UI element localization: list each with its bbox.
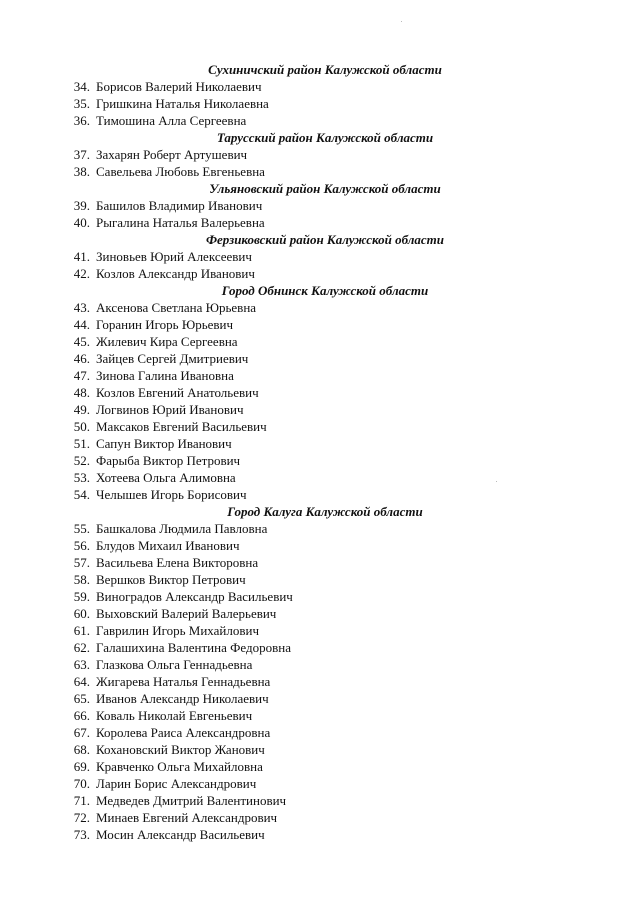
item-number: 67.	[73, 725, 90, 740]
item-number: 69.	[73, 759, 90, 774]
list-item	[66, 299, 566, 316]
list-item	[66, 112, 566, 129]
list-item	[66, 95, 566, 112]
person-name: Башкалова Людмила Павловна	[96, 521, 268, 536]
person-name: Жилевич Кира Сергеевна	[96, 334, 238, 349]
item-number: 50.	[73, 419, 90, 434]
person-name: Медведев Дмитрий Валентинович	[96, 793, 287, 808]
section-heading: Ферзиковский район Калужской области	[205, 232, 445, 247]
list-item	[66, 452, 566, 469]
list-item	[66, 809, 566, 826]
scan-speck	[401, 21, 402, 22]
item-number: 65.	[73, 691, 90, 706]
list-item	[66, 826, 566, 843]
person-name: Минаев Евгений Александрович	[96, 810, 278, 825]
list-item	[66, 265, 566, 282]
person-name: Рыгалина Наталья Валерьевна	[96, 215, 265, 230]
item-number: 58.	[73, 572, 90, 587]
item-number: 45.	[73, 334, 90, 349]
list-item	[66, 673, 566, 690]
item-number: 59.	[73, 589, 90, 604]
item-number: 34.	[73, 79, 90, 94]
person-name: Гаврилин Игорь Михайлович	[96, 623, 259, 638]
section-heading: Ульяновский район Калужской области	[209, 181, 441, 196]
item-number: 46.	[73, 351, 90, 366]
list-item	[66, 316, 566, 333]
item-number: 55.	[73, 521, 90, 536]
person-name: Кравченко Ольга Михайловна	[96, 759, 263, 774]
list-item	[66, 588, 566, 605]
list-item	[66, 724, 566, 741]
person-name: Виноградов Александр Васильевич	[96, 589, 293, 604]
person-name: Челышев Игорь Борисович	[96, 487, 247, 502]
item-number: 48.	[73, 385, 90, 400]
list-item	[66, 792, 566, 809]
item-number: 57.	[73, 555, 90, 570]
item-number: 66.	[73, 708, 90, 723]
person-name: Мосин Александр Васильевич	[96, 827, 265, 842]
list-item	[66, 554, 566, 571]
list-item	[66, 656, 566, 673]
person-name: Борисов Валерий Николаевич	[96, 79, 262, 94]
item-number: 42.	[73, 266, 90, 281]
item-number: 56.	[73, 538, 90, 553]
item-number: 72.	[73, 810, 90, 825]
person-name: Тимошина Алла Сергеевна	[96, 113, 247, 128]
list-item	[66, 401, 566, 418]
list-item	[66, 367, 566, 384]
person-name: Глазкова Ольга Геннадьевна	[96, 657, 253, 672]
item-number: 63.	[73, 657, 90, 672]
list-item	[66, 690, 566, 707]
name-list	[66, 61, 566, 843]
list-item	[66, 520, 566, 537]
list-item	[66, 605, 566, 622]
list-item	[66, 435, 566, 452]
item-number: 68.	[73, 742, 90, 757]
item-number: 35.	[73, 96, 90, 111]
item-number: 64.	[73, 674, 90, 689]
item-number: 43.	[73, 300, 90, 315]
section-heading: Город Калуга Калужской области	[227, 504, 423, 519]
list-item	[66, 197, 566, 214]
item-number: 41.	[73, 249, 90, 264]
person-name: Кохановский Виктор Жанович	[96, 742, 265, 757]
list-item	[66, 384, 566, 401]
list-item	[66, 333, 566, 350]
person-name: Максаков Евгений Васильевич	[96, 419, 267, 434]
item-number: 61.	[73, 623, 90, 638]
list-item	[66, 418, 566, 435]
person-name: Фарыба Виктор Петрович	[96, 453, 241, 468]
list-item	[66, 571, 566, 588]
list-item	[66, 248, 566, 265]
person-name: Вершков Виктор Петрович	[96, 572, 246, 587]
section-heading: Сухиничский район Калужской области	[208, 62, 442, 77]
person-name: Зинова Галина Ивановна	[96, 368, 234, 383]
item-number: 47.	[73, 368, 90, 383]
person-name: Выховский Валерий Валерьевич	[96, 606, 277, 621]
item-number: 37.	[73, 147, 90, 162]
person-name: Горанин Игорь Юрьевич	[96, 317, 234, 332]
item-number: 39.	[73, 198, 90, 213]
item-number: 40.	[73, 215, 90, 230]
list-item	[66, 707, 566, 724]
person-name: Аксенова Светлана Юрьевна	[96, 300, 257, 315]
list-item	[66, 758, 566, 775]
person-name: Захарян Роберт Артушевич	[96, 147, 248, 162]
item-number: 73.	[73, 827, 90, 842]
item-number: 44.	[73, 317, 90, 332]
person-name: Жигарева Наталья Геннадьевна	[96, 674, 271, 689]
list-item	[66, 639, 566, 656]
person-name: Зайцев Сергей Дмитриевич	[96, 351, 249, 366]
person-name: Васильева Елена Викторовна	[96, 555, 259, 570]
item-number: 51.	[73, 436, 90, 451]
item-number: 49.	[73, 402, 90, 417]
section-heading: Город Обнинск Калужской области	[221, 283, 429, 298]
person-name: Блудов Михаил Иванович	[96, 538, 240, 553]
item-number: 54.	[73, 487, 90, 502]
item-number: 38.	[73, 164, 90, 179]
item-number: 52.	[73, 453, 90, 468]
list-item	[66, 163, 566, 180]
list-item	[66, 741, 566, 758]
item-number: 36.	[73, 113, 90, 128]
item-number: 60.	[73, 606, 90, 621]
list-item	[66, 350, 566, 367]
person-name: Козлов Александр Иванович	[96, 266, 255, 281]
section-heading: Тарусский район Калужской области	[216, 130, 434, 145]
person-name: Хотеева Ольга Алимовна	[96, 470, 236, 485]
person-name: Королева Раиса Александровна	[96, 725, 271, 740]
item-number: 53.	[73, 470, 90, 485]
item-number: 71.	[73, 793, 90, 808]
person-name: Козлов Евгений Анатольевич	[96, 385, 259, 400]
person-name: Галашихина Валентина Федоровна	[96, 640, 291, 655]
list-item	[66, 214, 566, 231]
person-name: Коваль Николай Евгеньевич	[96, 708, 253, 723]
list-item	[66, 622, 566, 639]
person-name: Башилов Владимир Иванович	[96, 198, 263, 213]
list-item	[66, 537, 566, 554]
list-item	[66, 78, 566, 95]
list-item	[66, 146, 566, 163]
person-name: Сапун Виктор Иванович	[96, 436, 232, 451]
list-item	[66, 469, 566, 486]
person-name: Зиновьев Юрий Алексеевич	[96, 249, 252, 264]
item-number: 70.	[73, 776, 90, 791]
person-name: Гришкина Наталья Николаевна	[96, 96, 269, 111]
person-name: Иванов Александр Николаевич	[96, 691, 269, 706]
item-number: 62.	[73, 640, 90, 655]
person-name: Ларин Борис Александрович	[96, 776, 257, 791]
person-name: Савельева Любовь Евгеньевна	[96, 164, 265, 179]
list-item	[66, 486, 566, 503]
person-name: Логвинов Юрий Иванович	[96, 402, 244, 417]
list-item	[66, 775, 566, 792]
